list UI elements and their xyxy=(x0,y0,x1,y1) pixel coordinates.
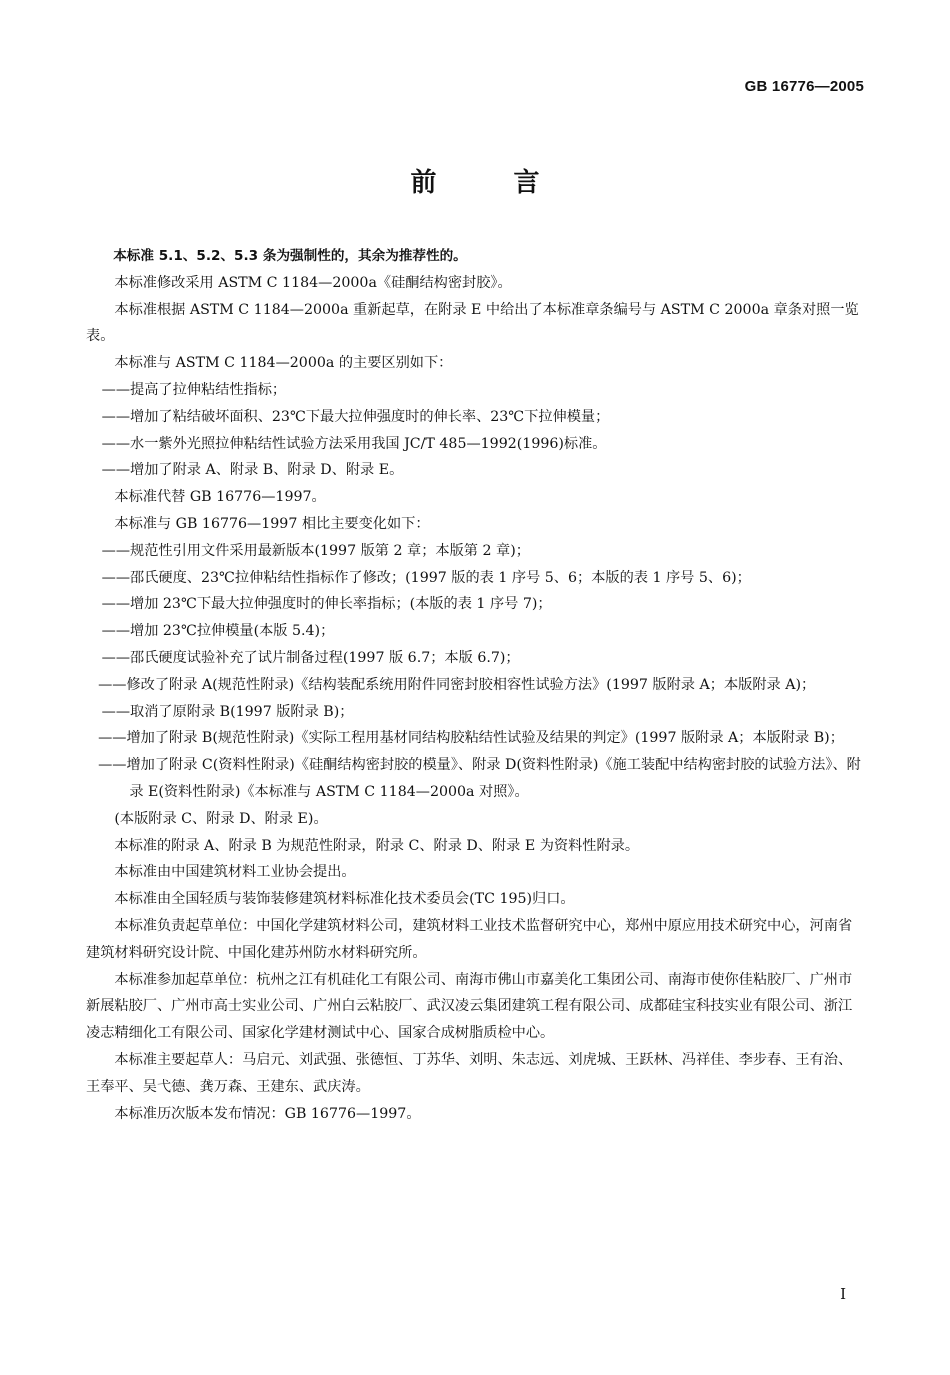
list-item: ——修改了附录 A(规范性附录)《结构装配系统用附件同密封胶相容性试验方法》(1997 版附录 A；本版附录 A)； xyxy=(98,676,816,693)
paragraph: 本标准参加起草单位：杭州之江有机硅化工有限公司、南海市佛山市嘉美化工集团公司、南海市使你佳粘胶厂、广州市新展粘胶厂、广州市高士实业公司、广州白云粘胶厂、武汉凌云集团建筑工程有限公司、成都硅宝科技实业有限公司、浙江凌志精细化工有限公司、国家化学建材测试中心、国家合成树脂质检中心。 xyxy=(86,971,853,1042)
paragraph: 本标准的附录 A、附录 B 为规范性附录，附录 C、附录 D、附录 E 为资料性附录。 xyxy=(114,837,640,854)
paragraph: 本标准代替 GB 16776—1997。 xyxy=(114,489,326,506)
list-item: ——增加了附录 C(资料性附录)《硅酮结构密封胶的模量》、附录 D(资料性附录)《施工装配中结构密封胶的试验方法》、附录 E(资料性附录)《本标准与 ASTM C 1184—2000a 对照》。 xyxy=(98,757,861,800)
paragraph: 本标准负责起草单位：中国化学建筑材料公司，建筑材料工业技术监督研究中心，郑州中原应用技术研究中心，河南省建筑材料研究设计院、中国化建苏州防水材料研究所。 xyxy=(86,917,853,961)
paragraph: 本标准与 GB 16776—1997 相比主要变化如下： xyxy=(114,515,430,532)
list-item: ——邵氏硬度试验补充了试片制备过程(1997 版 6.7；本版 6.7)； xyxy=(101,649,520,666)
paragraph: 本标准修改采用 ASTM C 1184—2000a《硅酮结构密封胶》。 xyxy=(114,274,512,291)
list-item: ——规范性引用文件采用最新版本(1997 版第 2 章；本版第 2 章)； xyxy=(101,542,530,559)
list-item: ——增加了附录 B(规范性附录)《实际工程用基材同结构胶粘结性试验及结果的判定》(1997 版附录 A；本版附录 B)； xyxy=(98,730,844,747)
foreword-body xyxy=(86,243,866,1127)
paragraph: 本标准主要起草人：马启元、刘武强、张德恒、丁苏华、刘明、朱志远、刘虎城、王跃林、冯祥佳、李步春、王有治、王奉平、吴弋德、龚万森、王建东、武庆涛。 xyxy=(86,1051,853,1095)
list-item: ——提高了拉伸粘结性指标； xyxy=(101,381,287,398)
paragraph: (本版附录 C、附录 D、附录 E)。 xyxy=(114,810,328,827)
page-title: 前 言 xyxy=(410,168,574,198)
standard-code-header: GB 16776—2005 xyxy=(744,78,864,95)
paragraph: 本标准 5.1、5.2、5.3 条为强制性的，其余为推荐性的。 xyxy=(113,248,467,264)
list-item: ——增加了附录 A、附录 B、附录 D、附录 E。 xyxy=(101,462,404,479)
paragraph: 本标准历次版本发布情况：GB 16776—1997。 xyxy=(114,1105,421,1122)
list-item: ——邵氏硬度、23℃拉伸粘结性指标作了修改；(1997 版的表 1 序号 5、6；本版的表 1 序号 5、6)； xyxy=(101,569,751,586)
page-number: I xyxy=(840,1285,846,1303)
paragraph: 本标准根据 ASTM C 1184—2000a 重新起草，在附录 E 中给出了本标准章条编号与 ASTM C 2000a 章条对照一览表。 xyxy=(86,301,859,345)
list-item: ——增加 23℃下最大拉伸强度时的伸长率指标；(本版的表 1 序号 7)； xyxy=(101,596,552,613)
list-item: ——增加了粘结破坏面积、23℃下最大拉伸强度时的伸长率、23℃下拉伸模量； xyxy=(101,408,610,425)
paragraph: 本标准与 ASTM C 1184—2000a 的主要区别如下： xyxy=(114,355,453,372)
list-item: ——水一紫外光照拉伸粘结性试验方法采用我国 JC/T 485—1992(1996)标准。 xyxy=(101,435,607,452)
paragraph: 本标准由中国建筑材料工业协会提出。 xyxy=(114,864,356,881)
paragraph: 本标准由全国轻质与装饰装修建筑材料标准化技术委员会(TC 195)归口。 xyxy=(114,891,575,908)
list-item: ——取消了原附录 B(1997 版附录 B)； xyxy=(101,703,354,720)
list-item: ——增加 23℃拉伸模量(本版 5.4)； xyxy=(101,623,335,640)
